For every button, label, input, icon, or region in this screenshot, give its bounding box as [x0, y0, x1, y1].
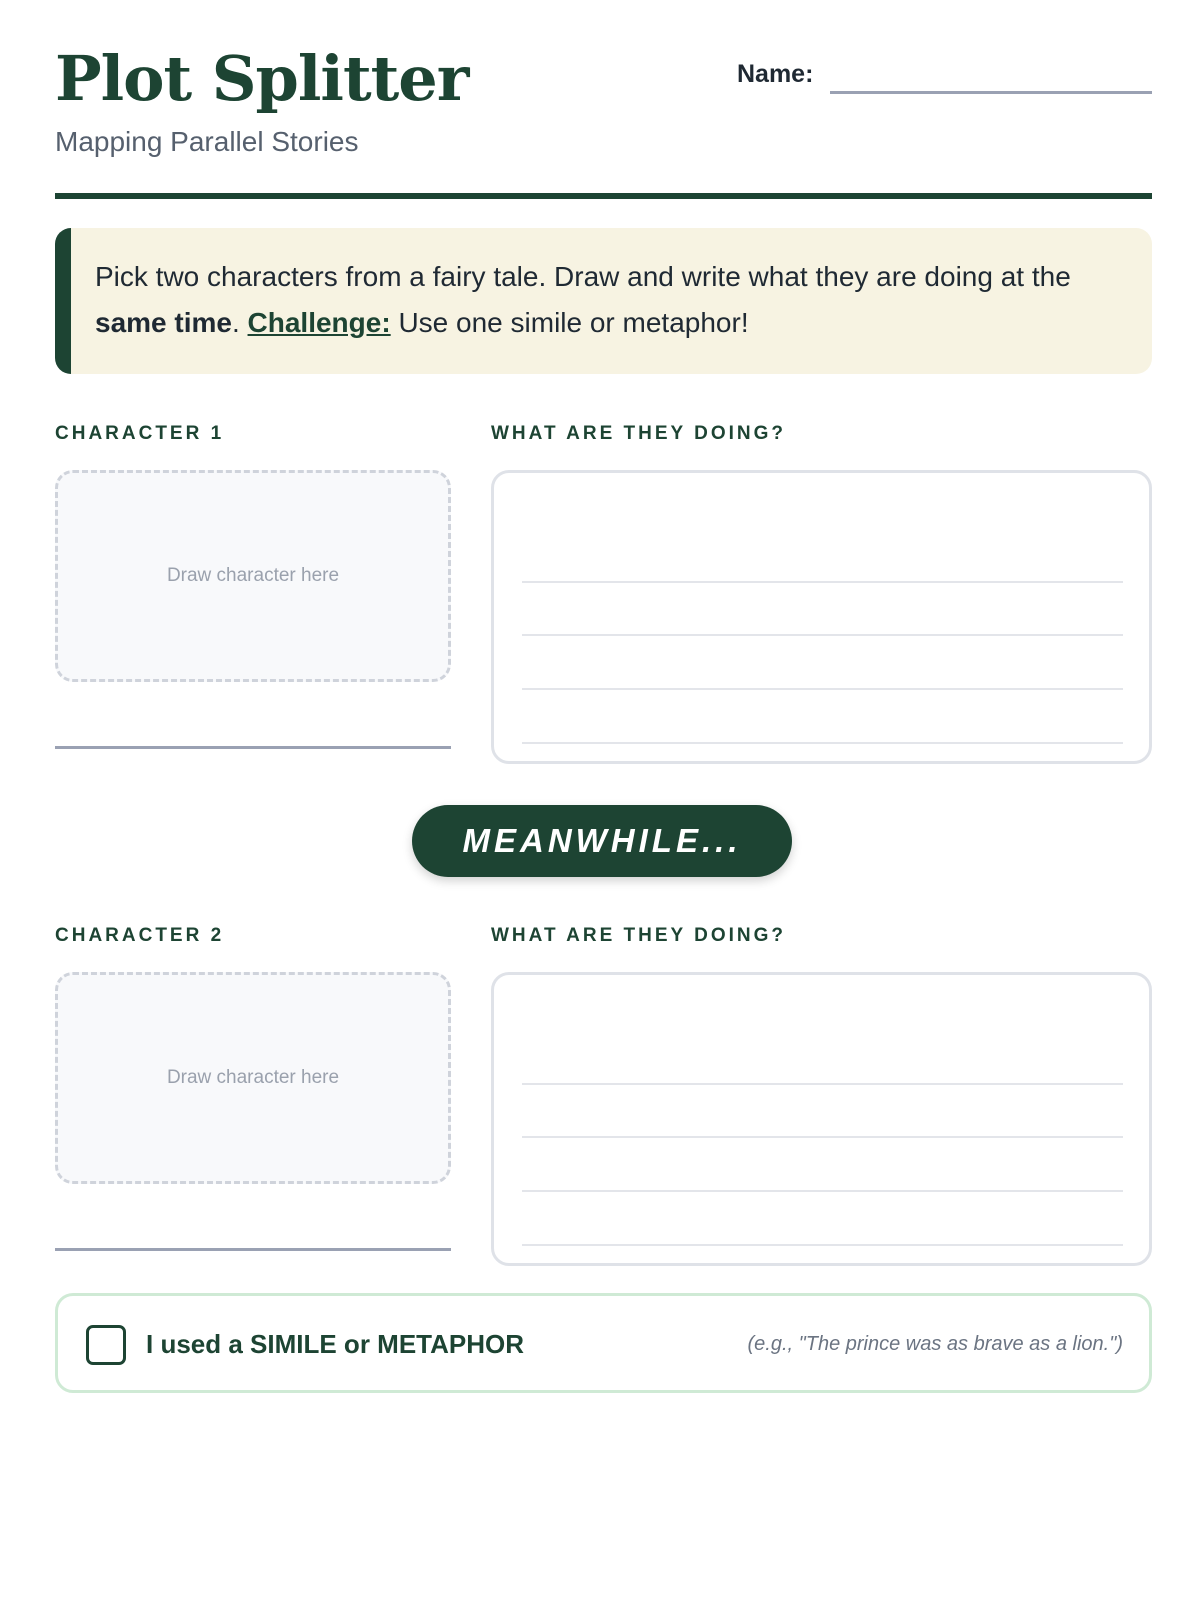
- character-1-draw-area[interactable]: [55, 470, 451, 682]
- name-field-line[interactable]: [830, 91, 1152, 94]
- meanwhile-banner: [412, 805, 792, 877]
- name-label: Name:: [737, 60, 814, 88]
- simile-example-hint: (e.g., "The prince was as brave as a lion."): [747, 1333, 1123, 1355]
- writing-line: [522, 688, 1123, 690]
- character-2-draw-area[interactable]: [55, 972, 451, 1184]
- page-subtitle: Mapping Parallel Stories: [55, 126, 359, 157]
- writing-line: [522, 581, 1123, 583]
- instructions-box: [55, 228, 1152, 374]
- worksheet-page: [55, 0, 1152, 1600]
- simile-checkbox[interactable]: [86, 1325, 126, 1365]
- instructions-emphasis: same time: [95, 307, 232, 338]
- page-title: Plot Splitter: [55, 42, 469, 115]
- instructions-text-3: Use one simile or metaphor!: [390, 307, 749, 338]
- character-2-name-line[interactable]: [55, 1248, 451, 1251]
- writing-line: [522, 1190, 1123, 1192]
- instructions-text-2: .: [231, 307, 248, 338]
- writing-line: [522, 634, 1123, 636]
- character-2-label: CHARACTER 2: [55, 925, 225, 946]
- character-1-name-line[interactable]: [55, 746, 451, 749]
- worksheet-header: [55, 40, 1152, 200]
- character-2-writing-area[interactable]: [491, 972, 1152, 1266]
- simile-checkbox-label: I used a SIMILE or METAPHOR: [146, 1329, 525, 1359]
- draw-placeholder: Draw character here: [166, 565, 340, 586]
- character-2-section: [55, 926, 1152, 1266]
- draw-placeholder: Draw character here: [166, 1067, 340, 1088]
- character-2-doing-label: WHAT ARE THEY DOING?: [491, 925, 787, 946]
- writing-line: [522, 742, 1123, 744]
- writing-line: [522, 1136, 1123, 1138]
- character-1-writing-area[interactable]: [491, 470, 1152, 764]
- instructions-text-1: Pick two characters from a fairy tale. Draw and write what they are doing at the: [95, 261, 1071, 292]
- meanwhile-label: MEANWHILE...: [462, 822, 742, 859]
- writing-line: [522, 1083, 1123, 1085]
- character-1-doing-label: WHAT ARE THEY DOING?: [491, 423, 787, 444]
- character-1-label: CHARACTER 1: [55, 423, 225, 444]
- character-1-section: [55, 424, 1152, 764]
- writing-line: [522, 1244, 1123, 1246]
- challenge-label: Challenge:: [247, 307, 391, 338]
- header-divider: [55, 193, 1152, 199]
- simile-checklist-row: [55, 1293, 1152, 1393]
